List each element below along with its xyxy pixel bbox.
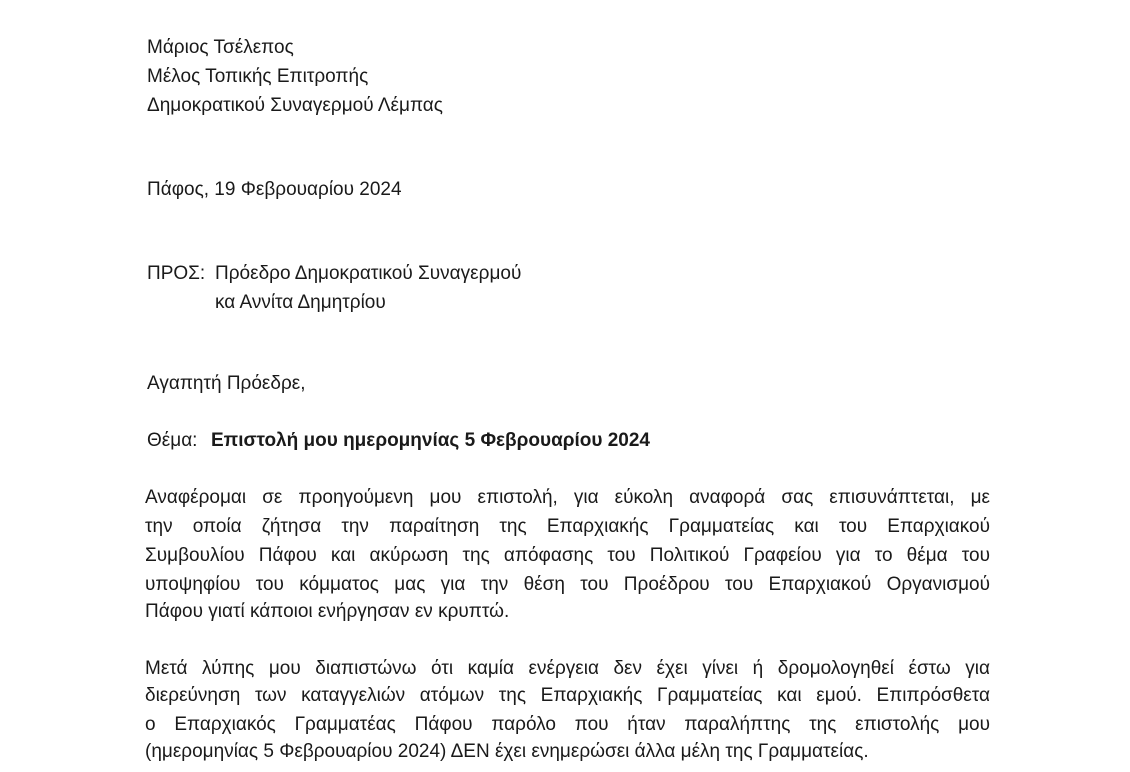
paragraph-1-line: την οποία ζήτησα την παραίτηση της Επαρχιακής Γραμματείας και του Επαρχιακού [145, 516, 990, 537]
paragraph-1-line: Αναφέρομαι σε προηγούμενη μου επιστολή, για εύκολη αναφορά σας επισυνάπτεται, με [145, 487, 990, 508]
sender-role: Μέλος Τοπικής Επιτροπής [147, 66, 369, 87]
paragraph-2-line: ο Επαρχιακός Γραμματέας Πάφου παρόλο που ήταν παραλήπτης της επιστολής μου [145, 714, 990, 735]
subject-label: Θέμα: [147, 430, 198, 451]
recipient-label: ΠΡΟΣ: [147, 263, 206, 284]
sender-name: Μάριος Τσέλεπος [147, 37, 294, 58]
recipient-line-1: Πρόεδρο Δημοκρατικού Συναγερμού [215, 263, 522, 284]
paragraph-2-line: Μετά λύπης μου διαπιστώνω ότι καμία ενέργεια δεν έχει γίνει ή δρομολογηθεί έστω για [145, 658, 990, 679]
recipient-line-2: κα Αννίτα Δημητρίου [215, 292, 386, 313]
salutation: Αγαπητή Πρόεδρε, [147, 373, 306, 394]
paragraph-2-line: διερεύνηση των καταγγελιών ατόμων της Επαρχιακής Γραμματείας και εμού. Επιπρόσθετα [145, 685, 990, 706]
paragraph-1-line: Πάφου γιατί κάποιοι ενήργησαν εν κρυπτώ. [145, 601, 510, 622]
paragraph-1-line: Συμβουλίου Πάφου και ακύρωση της απόφασης του Πολιτικού Γραφείου για το θέμα του [145, 545, 990, 566]
place-date: Πάφος, 19 Φεβρουαρίου 2024 [147, 179, 402, 200]
sender-organization: Δημοκρατικού Συναγερμού Λέμπας [147, 95, 443, 116]
paragraph-2-line: (ημερομηνίας 5 Φεβρουαρίου 2024) ΔΕΝ έχει ενημερώσει άλλα μέλη της Γραμματείας. [145, 741, 869, 762]
paragraph-1-line: υποψηφίου του κόμματος μας για την θέση του Προέδρου του Επαρχιακού Οργανισμού [145, 574, 990, 595]
subject-text: Επιστολή μου ημερομηνίας 5 Φεβρουαρίου 2024 [211, 430, 650, 451]
